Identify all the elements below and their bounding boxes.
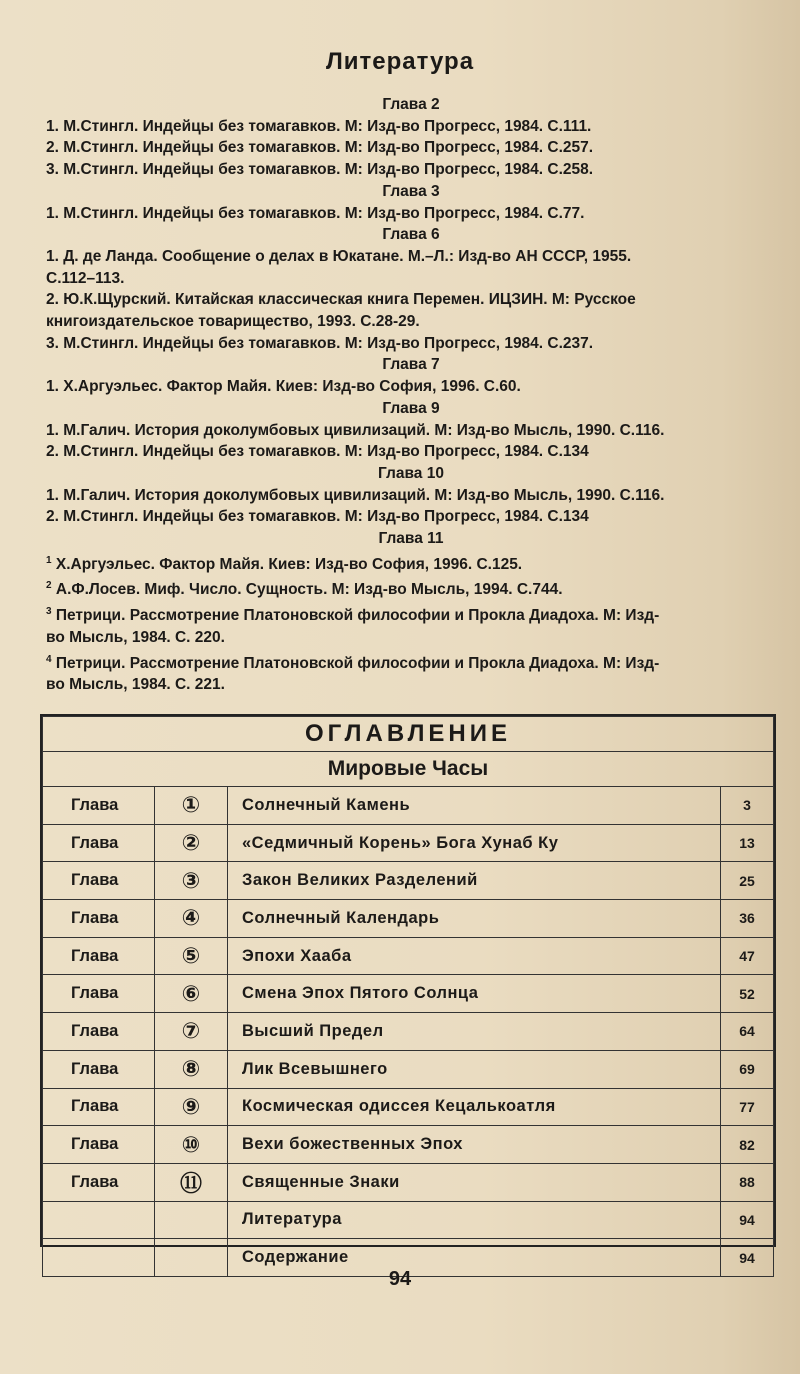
chapter-heading — [46, 463, 776, 485]
toc-page-number: 36 — [721, 900, 774, 938]
reference-text: Глава 2 — [382, 96, 440, 113]
toc-chapter-number: ⑥ — [155, 975, 228, 1013]
toc-row — [43, 1201, 774, 1239]
toc-page-number: 3 — [721, 787, 774, 825]
reference-text: 1. М.Галич. История доколумбовых цивилизаций. М: Изд-во Мысль, 1990. С.116. — [46, 421, 665, 439]
chapter-heading — [46, 94, 776, 116]
chapter-heading — [46, 398, 776, 420]
toc-page-number: 69 — [721, 1050, 774, 1088]
footnote-marker: 4 — [46, 653, 52, 665]
toc-page-number: 52 — [721, 975, 774, 1013]
reference-line — [46, 601, 776, 627]
toc-chapter-title: Литература — [228, 1201, 721, 1239]
reference-line — [46, 420, 776, 442]
reference-text: 2. М.Стингл. Индейцы без томагавков. М: Изд-во Прогресс, 1984. С.134 — [46, 443, 589, 461]
chapter-heading — [46, 181, 776, 203]
toc-page-number: 94 — [721, 1201, 774, 1239]
toc-chapter-label: Глава — [43, 937, 155, 975]
toc-page-number: 25 — [721, 862, 774, 900]
toc-page-number: 82 — [721, 1126, 774, 1164]
toc-page-number: 94 — [721, 1239, 774, 1277]
toc-chapter-number: ② — [155, 824, 228, 862]
reference-text: 1. М.Стингл. Индейцы без томагавков. М: Изд-во Прогресс, 1984. С.77. — [46, 204, 585, 222]
toc-page-number: 88 — [721, 1163, 774, 1201]
page-number: 94 — [388, 1268, 412, 1290]
reference-line — [46, 116, 776, 138]
toc-chapter-number: ⑩ — [155, 1126, 228, 1164]
table-of-contents — [40, 714, 776, 1267]
toc-chapter-number: ⑧ — [155, 1050, 228, 1088]
toc-chapter-number: ⑦ — [155, 1013, 228, 1051]
page-title: Литература — [325, 48, 475, 75]
chapter-heading — [46, 528, 776, 550]
footnote-marker: 1 — [46, 554, 52, 566]
toc-heading-row — [43, 717, 774, 752]
reference-line — [46, 376, 776, 398]
reference-text: А.Ф.Лосев. Миф. Число. Сущность. М: Изд-во Мысль, 1994. С.744. — [55, 581, 563, 599]
toc-chapter-label: Глава — [43, 787, 155, 825]
reference-text: 1. М.Стингл. Индейцы без томагавков. М: Изд-во Прогресс, 1984. С.111. — [46, 117, 592, 135]
toc-chapter-title: Закон Великих Разделений — [228, 862, 721, 900]
toc-chapter-label: Глава — [43, 900, 155, 938]
reference-line — [46, 159, 776, 181]
toc-table — [42, 716, 774, 1277]
toc-row — [43, 900, 774, 938]
reference-text: Глава 10 — [378, 464, 444, 482]
toc-chapter-title: Лик Всевышнего — [228, 1050, 721, 1088]
toc-chapter-label: Глава — [43, 975, 155, 1013]
reference-text: С.112–113. — [46, 269, 125, 287]
reference-text: 1. Д. де Ланда. Сообщение о делах в Юкатане. М.–Л.: Изд-во АН СССР, 1955. — [46, 247, 632, 265]
reference-text: 2. М.Стингл. Индейцы без томагавков. М: Изд-во Прогресс, 1984. С.257. — [46, 139, 594, 157]
toc-chapter-label: Глава — [43, 1050, 155, 1088]
toc-chapter-title: Смена Эпох Пятого Солнца — [228, 975, 721, 1013]
toc-chapter-title: Священные Знаки — [228, 1163, 721, 1201]
toc-chapter-number: ⑨ — [155, 1088, 228, 1126]
toc-chapter-title: Космическая одиссея Кецалькоатля — [228, 1088, 721, 1126]
reference-line — [46, 506, 776, 528]
toc-chapter-label — [43, 1201, 155, 1239]
toc-page-number: 64 — [721, 1013, 774, 1051]
toc-chapter-number: ⑪ — [155, 1163, 228, 1201]
reference-text: Глава 7 — [382, 356, 440, 374]
reference-text: во Мысль, 1984. С. 220. — [46, 628, 225, 646]
reference-text: Глава 11 — [378, 530, 444, 548]
toc-chapter-title: Содержание — [228, 1239, 721, 1277]
reference-line — [46, 268, 776, 290]
toc-subheading-row — [43, 752, 774, 787]
reference-text: Глава 6 — [382, 226, 440, 244]
toc-chapter-number: ④ — [155, 900, 228, 938]
footnote-marker: 2 — [46, 580, 52, 592]
toc-chapter-label: Глава — [43, 1013, 155, 1051]
toc-chapter-label: Глава — [43, 1126, 155, 1164]
reference-text: 1. Х.Аргуэльес. Фактор Майя. Киев: Изд-во София, 1996. С.60. — [46, 378, 521, 396]
toc-chapter-title: Солнечный Камень — [228, 787, 721, 825]
toc-subheading: Мировые Часы — [43, 752, 774, 787]
reference-text: Петрици. Рассмотрение Платоновской философии и Прокла Диадоха. М: Изд- — [55, 654, 660, 672]
toc-row — [43, 1088, 774, 1126]
toc-page-number: 13 — [721, 824, 774, 862]
toc-chapter-number — [155, 1201, 228, 1239]
toc-chapter-label: Глава — [43, 1163, 155, 1201]
reference-text: во Мысль, 1984. С. 221. — [46, 676, 225, 694]
reference-text: Петрици. Рассмотрение Платоновской философии и Прокла Диадоха. М: Изд- — [55, 607, 660, 625]
toc-chapter-label: Глава — [43, 862, 155, 900]
reference-line — [46, 550, 776, 576]
reference-text: 2. Ю.К.Щурский. Китайская классическая книга Перемен. ИЦЗИН. М: Русское — [46, 291, 636, 309]
toc-chapter-number: ③ — [155, 862, 228, 900]
toc-row — [43, 1013, 774, 1051]
bibliography-list — [46, 94, 776, 696]
footnote-marker: 3 — [46, 606, 52, 618]
toc-row — [43, 824, 774, 862]
reference-line — [46, 289, 776, 311]
toc-chapter-title: Вехи божественных Эпох — [228, 1126, 721, 1164]
toc-row — [43, 937, 774, 975]
reference-line — [46, 246, 776, 268]
toc-row — [43, 862, 774, 900]
toc-page-number: 47 — [721, 937, 774, 975]
toc-chapter-number: ⑤ — [155, 937, 228, 975]
reference-text: 3. М.Стингл. Индейцы без томагавков. М: Изд-во Прогресс, 1984. С.237. — [46, 334, 594, 352]
reference-text: книгоиздательское товарищество, 1993. С.28-29. — [46, 313, 420, 331]
toc-chapter-title: Солнечный Календарь — [228, 900, 721, 938]
reference-line — [46, 441, 776, 463]
reference-line — [46, 485, 776, 507]
reference-line — [46, 575, 776, 601]
chapter-heading — [46, 224, 776, 246]
reference-text: 1. М.Галич. История доколумбовых цивилизаций. М: Изд-во Мысль, 1990. С.116. — [46, 486, 665, 504]
toc-chapter-label: Глава — [43, 1088, 155, 1126]
reference-line — [46, 649, 776, 675]
chapter-heading — [46, 354, 776, 376]
reference-line — [46, 311, 776, 333]
toc-chapter-number: ① — [155, 787, 228, 825]
reference-text: Глава 9 — [382, 399, 440, 417]
toc-chapter-title: «Седмичный Корень» Бога Хунаб Ку — [228, 824, 721, 862]
reference-line — [46, 333, 776, 355]
toc-row — [43, 975, 774, 1013]
reference-line — [46, 203, 776, 225]
toc-chapter-label: Глава — [43, 824, 155, 862]
reference-line — [46, 674, 776, 696]
toc-row — [43, 1126, 774, 1164]
toc-heading: ОГЛАВЛЕНИЕ — [43, 717, 774, 752]
toc-row — [43, 1163, 774, 1201]
reference-text: 3. М.Стингл. Индейцы без томагавков. М: Изд-во Прогресс, 1984. С.258. — [46, 161, 594, 179]
toc-chapter-title: Высший Предел — [228, 1013, 721, 1051]
toc-chapter-title: Эпохи Хааба — [228, 937, 721, 975]
toc-row — [43, 787, 774, 825]
reference-text: Глава 3 — [382, 182, 440, 200]
reference-text: Х.Аргуэльес. Фактор Майя. Киев: Изд-во София, 1996. С.125. — [55, 555, 523, 573]
reference-line — [46, 627, 776, 649]
reference-text: 2. М.Стингл. Индейцы без томагавков. М: Изд-во Прогресс, 1984. С.134 — [46, 508, 589, 526]
toc-page-number: 77 — [721, 1088, 774, 1126]
toc-row — [43, 1050, 774, 1088]
reference-line — [46, 137, 776, 159]
